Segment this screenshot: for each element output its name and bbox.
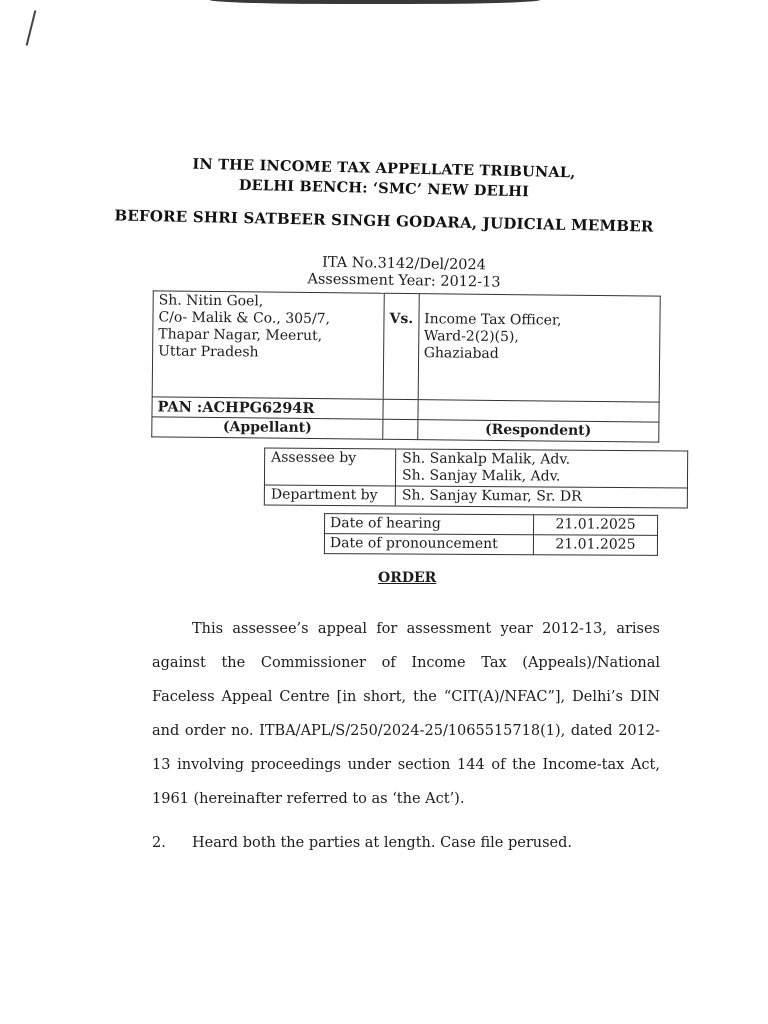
- appellant-address-line: Thapar Nagar, Meerut,: [158, 326, 323, 345]
- parties-row: [152, 291, 660, 402]
- pan-number: PAN :ACHPG6294R: [152, 397, 383, 419]
- appellant-address: [152, 291, 384, 399]
- pen-mark: [26, 10, 37, 45]
- paragraph-text: Heard both the parties at length. Case file perused.: [192, 835, 573, 851]
- role-row: [152, 417, 659, 442]
- pronouncement-row: [324, 534, 657, 556]
- appellant-name: Sh. Nitin Goel,: [158, 292, 264, 310]
- tribunal-title: IN THE INCOME TAX APPELLATE TRIBUNAL,: [192, 155, 576, 182]
- appellant-address-line: Uttar Pradesh: [158, 343, 259, 361]
- hearing-date: 21.01.2025: [533, 515, 657, 536]
- dates-table: [324, 513, 658, 556]
- bench-location: DELHI BENCH: ‘SMC’ NEW DELHI: [238, 176, 530, 201]
- order-paragraph-1: This assessee’s appeal for assessment year 2012-13, arises against the Commissioner of Income Tax (Appeals)/National Faceless Appeal Centre [in short, the “CIT(A)/NFAC”], Delhi’s DIN and order no. ITBA/APL/S/250/2024-25/1065515718(1), dated 2012-13 involving proceedings under section 144 of the Income-tax Act, 1961 (hereinafter referred to as ‘the Act’).: [152, 621, 660, 807]
- assessee-row: [264, 448, 687, 488]
- ita-number: ITA No.3142/Del/2024: [321, 254, 487, 274]
- department-counsel: Sh. Sanjay Kumar, Sr. DR: [395, 486, 687, 508]
- assessee-counsel-2: Sh. Sanjay Malik, Adv.: [401, 467, 561, 485]
- department-label: Department by: [264, 485, 395, 506]
- respondent-city: Ghaziabad: [423, 345, 499, 362]
- appellant-address-line: C/o- Malik & Co., 305/7,: [158, 309, 331, 328]
- respondent-role: (Respondent): [417, 420, 659, 443]
- parties-table: [151, 290, 661, 442]
- respondent-blank: [423, 362, 654, 400]
- counsel-table: [264, 448, 688, 509]
- hearing-row: [325, 514, 658, 536]
- pan-spacer: [383, 399, 418, 419]
- appellant-role: (Appellant): [152, 417, 383, 439]
- pan-spacer: [418, 400, 660, 423]
- hearing-label: Date of hearing: [325, 514, 534, 535]
- respondent-name: Income Tax Officer,: [424, 311, 562, 329]
- role-spacer: [383, 419, 418, 439]
- assessee-counsel: [395, 449, 687, 488]
- respondent-ward: Ward-2(2)(5),: [423, 328, 519, 346]
- order-paragraph-2: [152, 826, 660, 860]
- scan-shadow: [210, 0, 540, 4]
- pronouncement-label: Date of pronouncement: [324, 534, 533, 555]
- pronouncement-date: 21.01.2025: [533, 535, 657, 556]
- versus-label: [383, 293, 419, 399]
- department-row: [264, 485, 687, 508]
- order-title: ORDER: [378, 570, 437, 586]
- bench-member: BEFORE SHRI SATBEER SINGH GODARA, JUDICIAL MEMBER: [114, 206, 654, 236]
- respondent-address: [418, 294, 660, 403]
- assessment-year: Assessment Year: 2012-13: [307, 271, 501, 291]
- versus-text: Vs.: [389, 310, 414, 328]
- assessee-label: Assessee by: [264, 448, 395, 486]
- paragraph-number: 2.: [152, 835, 166, 851]
- assessee-counsel-1: Sh. Sankalp Malik, Adv.: [402, 450, 571, 468]
